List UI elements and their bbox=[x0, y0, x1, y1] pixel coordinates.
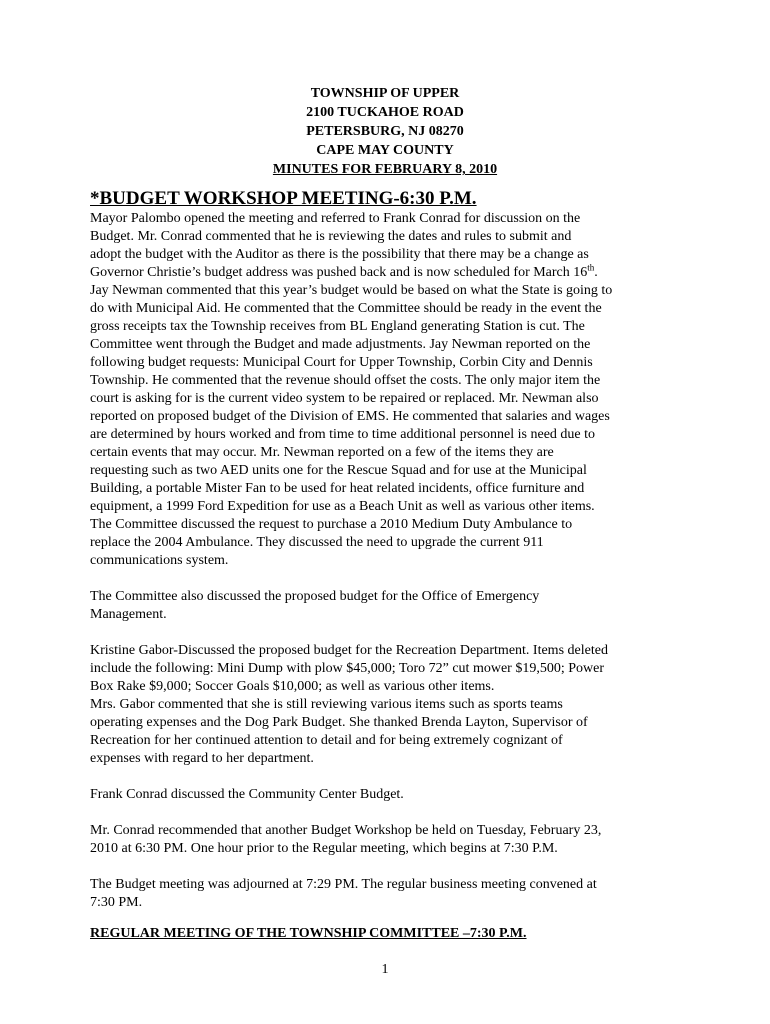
text-line: court is asking for is the current video system to be repaired or replaced. Mr. Newman also bbox=[90, 391, 599, 406]
text-line: requesting such as two AED units one for the Rescue Squad and for use at the Municipal bbox=[90, 463, 587, 478]
text-line-march bbox=[90, 264, 675, 282]
paragraph-recreation bbox=[90, 642, 675, 768]
text-line: expenses with regard to her department. bbox=[90, 751, 314, 766]
header-address: 2100 TUCKAHOE ROAD bbox=[306, 105, 464, 120]
header-city: PETERSBURG, NJ 08270 bbox=[306, 124, 464, 139]
period: . bbox=[594, 265, 598, 280]
page-number: 1 bbox=[381, 962, 389, 977]
section-title: *BUDGET WORKSHOP MEETING-6:30 P.M. bbox=[90, 188, 477, 209]
text-line: communications system. bbox=[90, 553, 229, 568]
text-line: certain events that may occur. Mr. Newman reported on a few of the items they are bbox=[90, 445, 554, 460]
text-line: Committee went through the Budget and made adjustments. Jay Newman reported on the bbox=[90, 337, 591, 352]
text-line: 2010 at 6:30 PM. One hour prior to the Regular meeting, which begins at 7:30 P.M. bbox=[90, 841, 558, 856]
minutes-body bbox=[90, 210, 675, 912]
paragraph-next-workshop bbox=[90, 822, 675, 858]
text-line: Management. bbox=[90, 607, 167, 622]
text-line: equipment, a 1999 Ford Expedition for use as a Beach Unit as well as various other items. bbox=[90, 499, 595, 514]
text-line: Recreation for her continued attention to detail and for being extremely cognizant of bbox=[90, 733, 563, 748]
text-line: gross receipts tax the Township receives from BL England generating Station is cut. The bbox=[90, 319, 585, 334]
text-line: Mayor Palombo opened the meeting and referred to Frank Conrad for discussion on the bbox=[90, 211, 581, 226]
paragraph-budget-discussion bbox=[90, 210, 675, 570]
text-line: Governor Christie’s budget address was pushed back and is now scheduled for March 16 bbox=[90, 265, 588, 280]
text-line: include the following: Mini Dump with plow $45,000; Toro 72” cut mower $19,500; Power bbox=[90, 661, 604, 676]
text-line: do with Municipal Aid. He commented that the Committee should be ready in the event the bbox=[90, 301, 602, 316]
header-county: CAPE MAY COUNTY bbox=[316, 143, 454, 158]
text-line: Jay Newman commented that this year’s budget would be based on what the State is going to bbox=[90, 283, 613, 298]
paragraph-emergency-management bbox=[90, 588, 675, 624]
header-township: TOWNSHIP OF UPPER bbox=[310, 86, 460, 101]
text-line: The Committee discussed the request to purchase a 2010 Medium Duty Ambulance to bbox=[90, 517, 573, 532]
text-line: reported on proposed budget of the Division of EMS. He commented that salaries and wages bbox=[90, 409, 610, 424]
text-line: 7:30 PM. bbox=[90, 895, 143, 910]
text-line: Kristine Gabor-Discussed the proposed budget for the Recreation Department. Items deleted bbox=[90, 643, 608, 658]
text-line: Township. He commented that the revenue should offset the costs. The only major item the bbox=[90, 373, 601, 388]
text-line: Box Rake $9,000; Soccer Goals $10,000; as well as various other items. bbox=[90, 679, 495, 694]
superscript-th: th bbox=[587, 262, 595, 273]
text-line: are determined by hours worked and from time to time additional personnel is need due to bbox=[90, 427, 596, 442]
text-line: following budget requests: Municipal Court for Upper Township, Corbin City and Dennis bbox=[90, 355, 593, 370]
header-minutes-date: MINUTES FOR FEBRUARY 8, 2010 bbox=[272, 162, 498, 177]
paragraph-community-center bbox=[90, 786, 675, 804]
text-line: Mrs. Gabor commented that she is still reviewing various items such as sports teams bbox=[90, 697, 563, 712]
text-line: The Budget meeting was adjourned at 7:29 PM. The regular business meeting convened at bbox=[90, 877, 597, 892]
paragraph-adjournment bbox=[90, 876, 675, 912]
document-header bbox=[0, 84, 770, 179]
text-line: Building, a portable Mister Fan to be used for heat related incidents, office furniture and bbox=[90, 481, 585, 496]
text-line: Mr. Conrad recommended that another Budget Workshop be held on Tuesday, February 23, bbox=[90, 823, 602, 838]
text-line: replace the 2004 Ambulance. They discussed the need to upgrade the current 911 bbox=[90, 535, 544, 550]
text-line: Budget. Mr. Conrad commented that he is reviewing the dates and rules to submit and bbox=[90, 229, 572, 244]
text-line: adopt the budget with the Auditor as there is the possibility that there may be a change as bbox=[90, 247, 589, 262]
text-line: operating expenses and the Dog Park Budget. She thanked Brenda Layton, Supervisor of bbox=[90, 715, 588, 730]
regular-meeting-heading: REGULAR MEETING OF THE TOWNSHIP COMMITTEE –7:30 P.M. bbox=[90, 926, 527, 941]
text-line: The Committee also discussed the proposed budget for the Office of Emergency bbox=[90, 589, 540, 604]
text-line: Frank Conrad discussed the Community Center Budget. bbox=[90, 787, 404, 802]
